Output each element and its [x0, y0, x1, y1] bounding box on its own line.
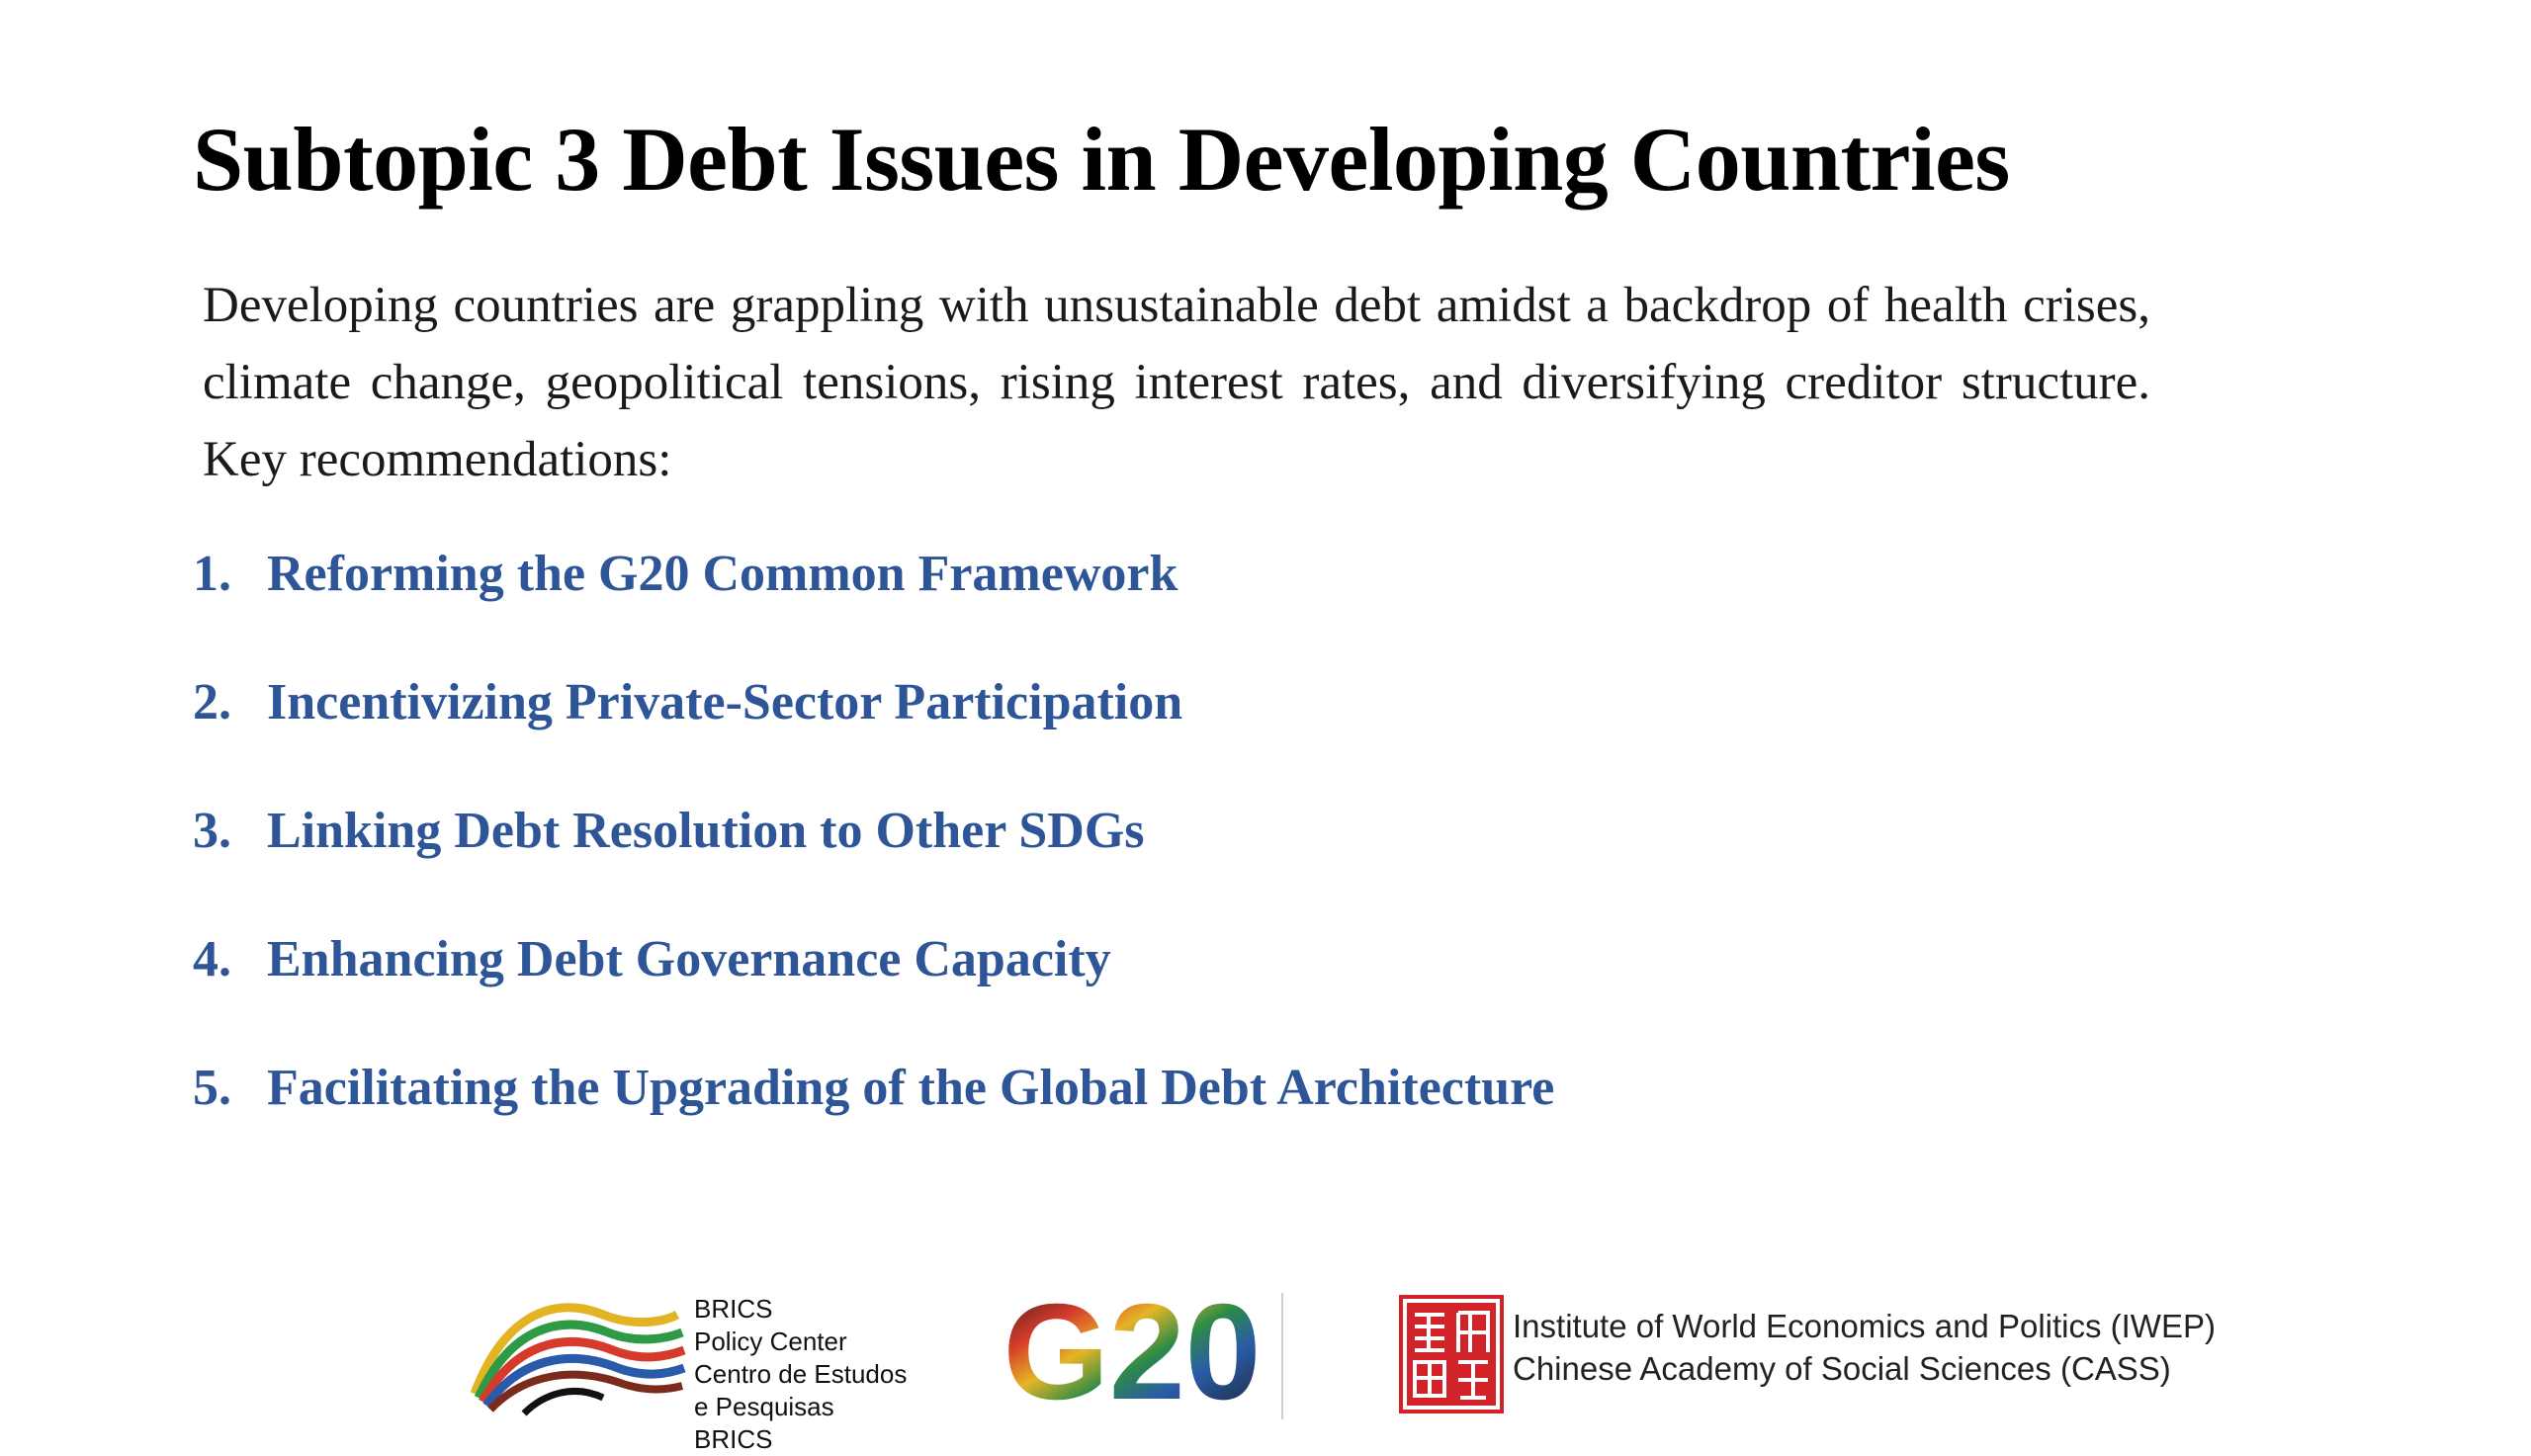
- brics-text: [694, 1293, 910, 1456]
- recommendation-number: 2.: [193, 674, 231, 730]
- brics-swoosh-icon: [465, 1275, 692, 1423]
- recommendation-number: 4.: [193, 931, 231, 987]
- iwep-line: Institute of World Economics and Politics (IWEP): [1513, 1308, 2216, 1344]
- recommendation-number: 1.: [193, 546, 231, 602]
- recommendation-text: Enhancing Debt Governance Capacity: [267, 931, 1111, 987]
- iwep-seal-icon: [1399, 1295, 1504, 1413]
- iwep-logo: [1399, 1295, 2216, 1413]
- iwep-line: Chinese Academy of Social Sciences (CASS): [1513, 1350, 2171, 1387]
- brics-line: Centro de Estudos: [694, 1359, 908, 1389]
- recommendation-text: Facilitating the Upgrading of the Global Debt Architecture: [267, 1060, 1555, 1116]
- g20-logo: [979, 1285, 1285, 1413]
- recommendation-item: [193, 539, 1554, 667]
- recommendation-item: [193, 924, 1554, 1053]
- recommendation-item: [193, 796, 1554, 924]
- slide-title: Subtopic 3 Debt Issues in Developing Countries: [193, 109, 2010, 210]
- recommendation-number: 5.: [193, 1060, 231, 1116]
- intro-paragraph: Developing countries are grappling with unsustainable debt amidst a backdrop of health crises, climate change, geopolitical tensions, rising interest rates, and diversifying creditor structure. Key recommendations:: [203, 278, 2150, 487]
- brics-line: BRICS: [694, 1294, 773, 1324]
- recommendation-text: Reforming the G20 Common Framework: [267, 546, 1178, 602]
- recommendation-text: Incentivizing Private-Sector Participation: [267, 674, 1183, 730]
- footer-logos: [0, 1275, 2531, 1454]
- recommendation-item: [193, 1053, 1554, 1181]
- recommendation-number: 3.: [193, 803, 231, 859]
- brics-logo: [465, 1275, 910, 1454]
- recommendation-list: [193, 539, 1554, 1181]
- logo-divider: [1281, 1293, 1283, 1419]
- g20-text: G20: [1003, 1285, 1262, 1413]
- brics-line: Policy Center: [694, 1327, 847, 1356]
- brics-line: e Pesquisas BRICS: [694, 1392, 834, 1454]
- iwep-text: [1513, 1305, 2216, 1390]
- recommendation-item: [193, 667, 1554, 796]
- recommendation-text: Linking Debt Resolution to Other SDGs: [267, 803, 1145, 859]
